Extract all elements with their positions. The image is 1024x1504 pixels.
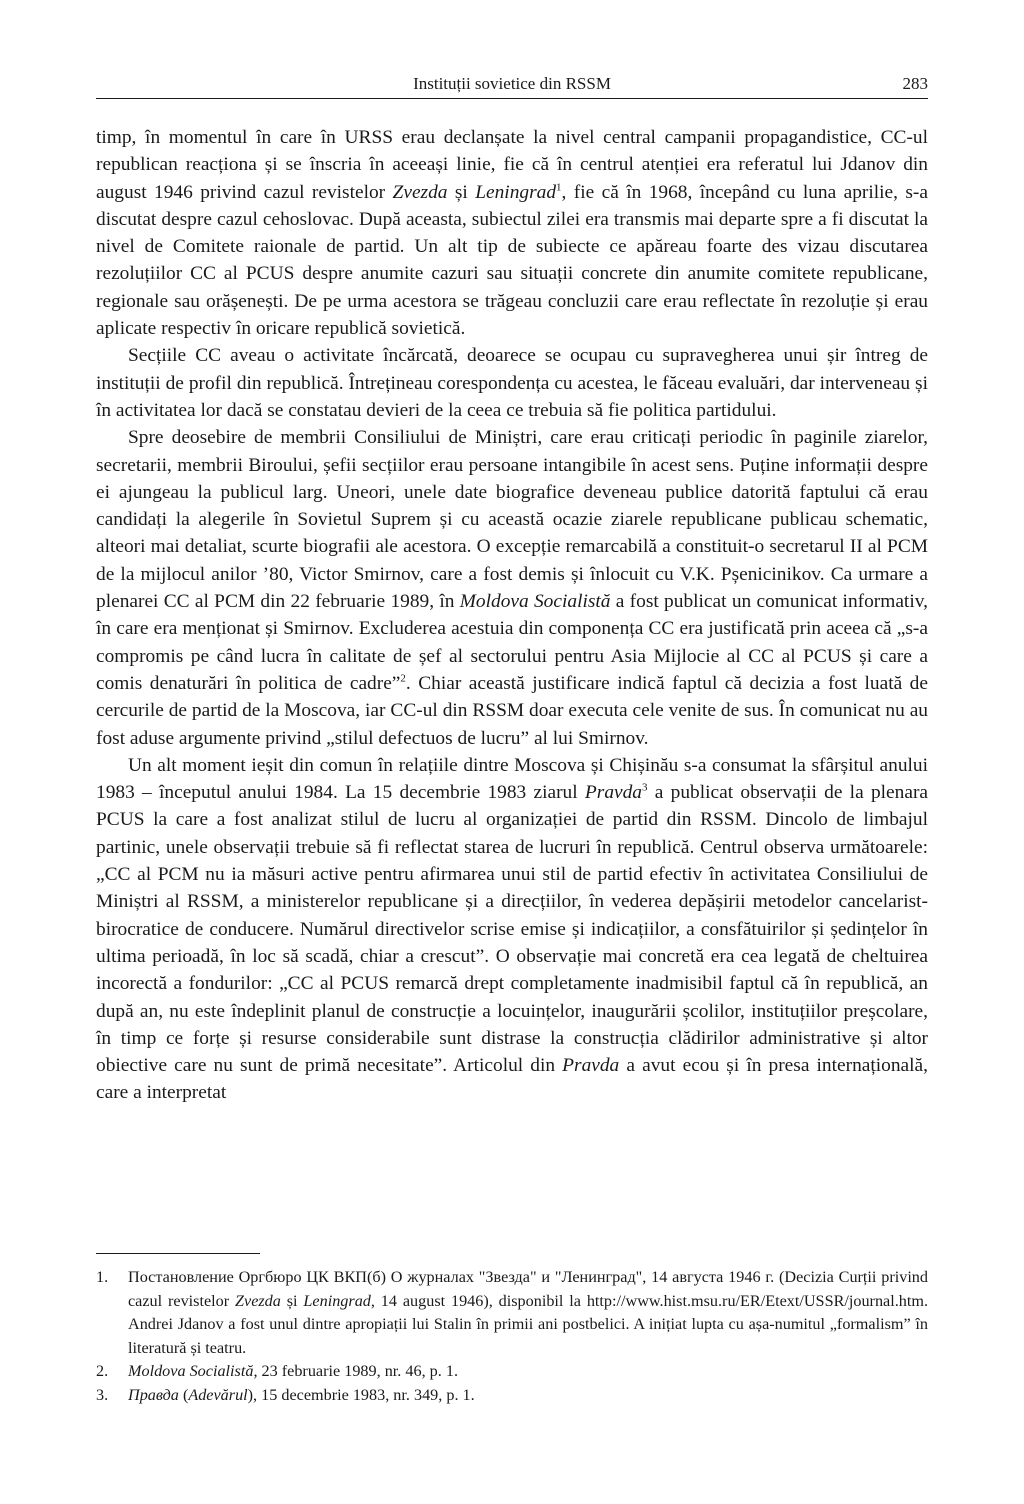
newspaper-title-pravda-2: Pravda (562, 1055, 620, 1077)
footnote-number: 3. (96, 1385, 109, 1404)
paragraph-4: Un alt moment ieșit din comun în relațiile dintre Moscova și Chișinău s-a consumat la sfârșitul anului 1983 – începutul anului 1984. La 15 decembrie 1983 ziarul Pravda$^3$ a publicat observații de la plenara PCUS la care a fost analizat stilul de lucru al organizației de partid din RSSM. Dincolo de limbajul partinic, unele observații trebuie să fi reflectat starea de lucruri în republică. Centrul observa următoarele: „CC al PCM nu ia măsuri active pentru afirmarea unui stil de partid efectiv în activitatea Consiliului de Miniștri al RSSM, a ministerelor republicane și a direcțiilor, în vederea depășirii metodelor cancelarist-birocratice de conducere. Numărul directivelor scrise emise și indicațiilor, a consfătuirilor și ședințelor în ultima perioadă, în loc să scadă, chiar a crescut”. O observație mai concretă era cea legată de cheltuirea incorectă a fondurilor: „CC al PCUS remarcă drept completamente inadmisibil faptul că în republică, an după an, nu este îndeplinit planul de construcție a locuințelor, inaugurării școlilor, instituțiilor preșcolare, în timp ce forțe și resurse considerabile sunt distrase la construcția clădirilor administrative și altor obiective care nu sunt de primă necesitate”. Articolul din Pravda a avut ecou și în presa internațională, care a interpretat (96, 754, 929, 1104)
journal-title-zvezda: Zvezda (392, 181, 448, 203)
footnote-3: 3. Правда (Adevărul), 15 decembrie 1983, nr. 349, p. 1. (96, 1384, 928, 1408)
journal-title-leningrad: Leningrad (475, 181, 557, 203)
footnotes (96, 1266, 928, 1408)
footnote-ref-2[interactable]: 2 (400, 672, 406, 685)
paragraph-3: Spre deosebire de membrii Consiliului de Miniștri, care erau criticați periodic în paginile ziarelor, secretarii, membrii Biroului, șefii secțiilor erau persoane intangibile în acest sens. Puține informații despre ei ajungeau la publicul larg. Uneori, unele date biografice deveneau publice datorită faptului că erau candidați la alegerile în Sovietul Suprem și cu această ocazie ziarele republicane publicau schematic, alteori mai detaliat, scurte biografii ale acestora. O excepție remarcabilă a constituit-o secretarul II al PCM de la mijlocul anilor ’80, Victor Smirnov, care a fost demis și înlocuit cu V.K. Pșenicinikov. Ca urmare a plenarei CC al PCM din 22 februarie 1989, în Moldova Socialistă a fost publicat un comunicat informativ, în care era menționat și Smirnov. Excluderea acestuia din componența CC era justificată prin aceea că „s-a compromis pe când lucra în calitate de șef al sectorului pentru Asia Mijlocie al CC al PCUS și care a comis denaturări în politica de cadre”$^2$. Chiar această justificare indică faptul că decizia a fost luată de cercurile de partid de la Moscova, iar CC-ul din RSSM doar executa cele venite de sus. În comunicat nu au fost aduse argumente privind „stilul defectuos de lucru” al lui Smirnov. (96, 427, 928, 749)
footnote-2: 2. Moldova Socialistă, 23 februarie 1989, nr. 46, p. 1. (96, 1360, 928, 1384)
footnote-separator (96, 1253, 260, 1254)
main-text (96, 124, 928, 1107)
footnote-ref-3[interactable]: 3 (642, 781, 648, 794)
footnote-1: 1. Постановление Оргбюро ЦК ВКП(б) О журналах "Звезда" и "Ленинград", 14 августа 1946 г. (Decizia Curții privind cazul revistelor Zvezda și Leningrad, 14 august 1946), disponibil la http://www.hist.msu.ru/ER/Etext/USSR/journal.htm. Andrei Jdanov a fost unul dintre apropiații lui Stalin în primii ani postbelici. A inițiat lupta cu așa-numitul „formalism” în literatură și teatru. (96, 1268, 928, 1357)
running-title: Instituții sovietice din RSSM (413, 74, 611, 93)
paragraph-1: timp, în momentul în care în URSS erau declanșate la nivel central campanii propagandistice, CC-ul republican reacționa și se înscria în aceeași linie, fie că în centrul atenției era referatul lui Jdanov din august 1946 privind cazul revistelor Zvezda și Leningrad$^1$, fie că în 1968, începând cu luna aprilie, s-a discutat despre cazul cehoslovac. După aceasta, subiectul zilei era transmis mai departe spre a fi discutat la nivel de Comitete raionale de partid. Un alt tip de subiecte ce apăreau foarte des vizau discutarea rezoluțiilor CC al PCUS despre anumite cazuri sau situații concrete din anumite comitete republicane, regionale sau orășenești. De pe urma acestora se trăgeau concluzii care erau reflectate în rezoluție și erau aplicate respectiv în oricare republică sovietică. (96, 127, 928, 340)
footnote-ref-1[interactable]: 1 (556, 181, 562, 194)
running-header (96, 74, 928, 99)
paragraph-2: Secțiile CC aveau o activitate încărcată, deoarece se ocupau cu supravegherea unui șir întreg de instituții de profil din republică. Întrețineau corespondența cu acestea, le făceau evaluări, dar interveneau și în activitatea lor dacă se constatau devieri de la ceea ce trebuia să fie politica partidului. (96, 345, 928, 421)
newspaper-title-moldova: Moldova Socialistă (459, 591, 611, 613)
footnote-number: 2. (96, 1362, 109, 1381)
page-number: 283 (902, 74, 928, 93)
newspaper-title-pravda: Pravda (584, 782, 643, 804)
footnote-number: 1. (96, 1268, 109, 1286)
